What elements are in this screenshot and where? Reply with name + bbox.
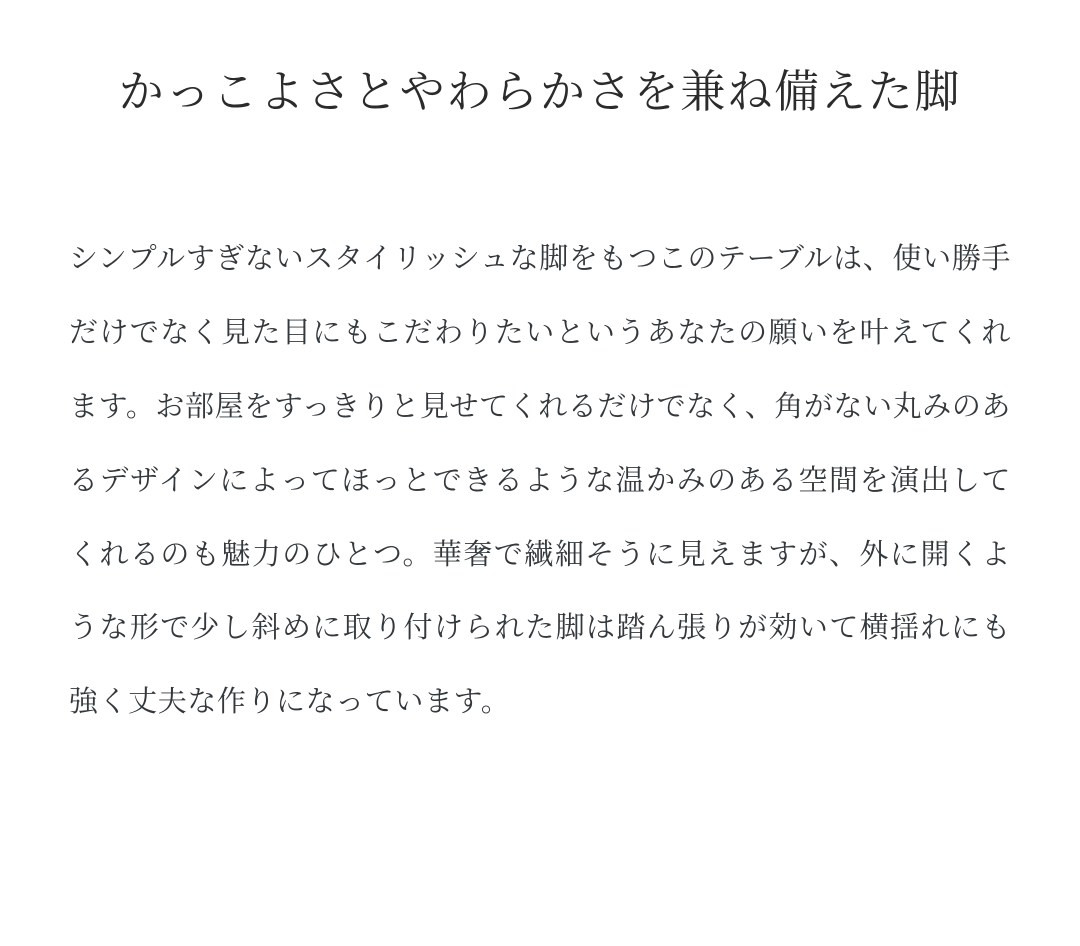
body-block (65, 223, 1015, 741)
page-title: かっこよさとやわらかさを兼ね備えた脚 (118, 66, 962, 117)
body-paragraph: シンプルすぎないスタイリッシュな脚をもつこのテーブルは、使い勝手だけでなく見た目にもこだわりたいというあなたの願いを叶えてくれます。お部屋をすっきりと見せてくれるだけでなく、角がない丸みのあるデザインによってほっとできるような温かみのある空間を演出してくれるのも魅力のひとつ。華奢で繊細そうに見えますが、外に開くような形で少し斜めに取り付けられた脚は踏ん張りが効いて横揺れにも強く丈夫な作りになっています。 (69, 242, 1011, 719)
